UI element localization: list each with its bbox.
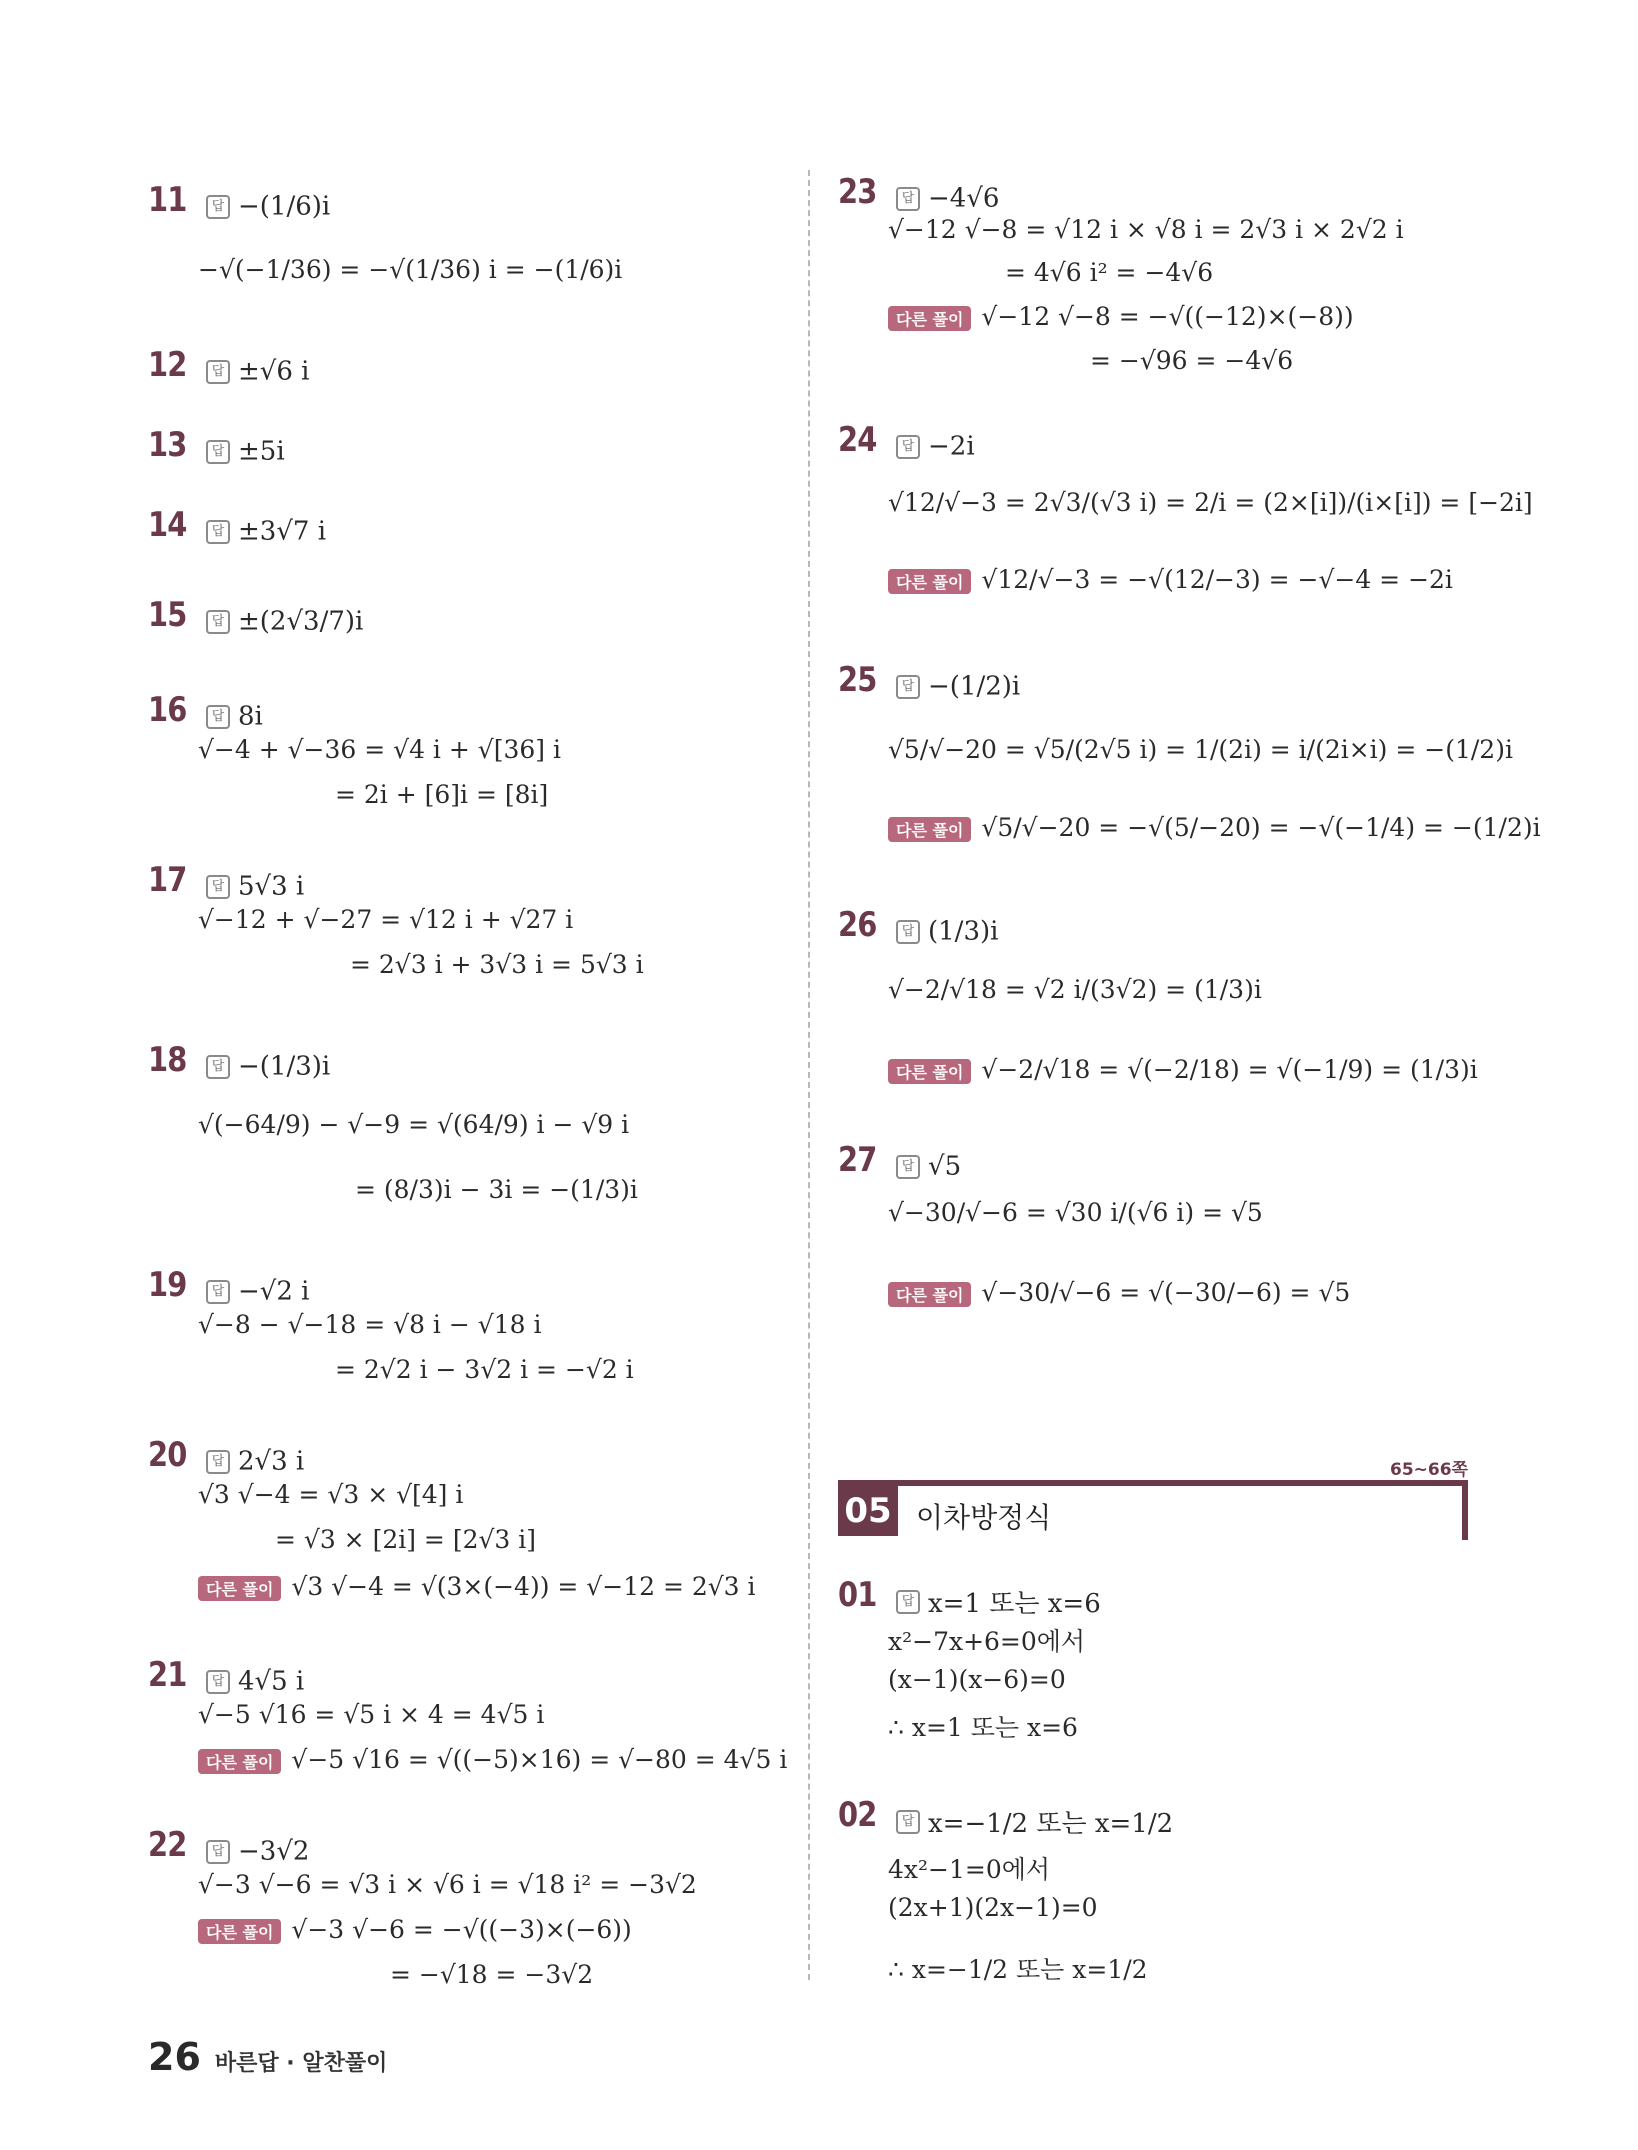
problem-20 <box>148 1435 304 1477</box>
solution-line: −√(−1/36) = −√(1/36) i = −(1/6)i <box>198 255 623 284</box>
answer-badge: 답 <box>206 1450 230 1474</box>
answer-badge: 답 <box>206 1670 230 1694</box>
solution-line: 4x²−1=0에서 <box>888 1855 1051 1884</box>
section-header <box>838 1480 1468 1540</box>
answer-badge: 답 <box>206 1840 230 1864</box>
alt-solution-badge: 다른 풀이 <box>888 817 971 842</box>
answer: ±5i <box>238 436 285 467</box>
section-title: 이차방정식 <box>916 1501 1052 1534</box>
solution-line: (2x+1)(2x−1)=0 <box>888 1893 1098 1922</box>
problem-number: 17 <box>148 860 187 900</box>
answer-badge: 답 <box>206 520 230 544</box>
answer: x=1 또는 x=6 <box>928 1589 1101 1619</box>
answer: 8i <box>238 701 263 732</box>
answer-badge: 답 <box>896 1155 920 1179</box>
answer: −4√6 <box>928 183 1000 214</box>
solution-line: = (8/3)i − 3i = −(1/3)i <box>355 1175 638 1204</box>
alt-solution-text: √−12 √−8 = −√((−12)×(−8)) <box>981 302 1354 331</box>
alt-solution <box>198 1745 787 1774</box>
solution-line: √3 √−4 = √3 × √[4] i <box>198 1480 464 1509</box>
problem-27 <box>838 1140 961 1182</box>
solution-line: = 2√2 i − 3√2 i = −√2 i <box>335 1355 634 1384</box>
problem-25 <box>838 660 1020 702</box>
problem-number: 25 <box>838 660 877 700</box>
problem-23 <box>838 172 999 214</box>
answer: x=−1/2 또는 x=1/2 <box>928 1809 1174 1839</box>
problem-24 <box>838 420 975 462</box>
problem-15 <box>148 595 363 637</box>
answer: 5√3 i <box>238 871 305 902</box>
answer-badge: 답 <box>896 675 920 699</box>
alt-solution-line: = −√18 = −3√2 <box>390 1960 594 1989</box>
problem-13 <box>148 425 285 467</box>
answer-badge: 답 <box>206 1055 230 1079</box>
answer: −(1/2)i <box>928 671 1021 702</box>
answer-badge: 답 <box>206 440 230 464</box>
solution-line: x²−7x+6=0에서 <box>888 1627 1086 1656</box>
answer: 4√5 i <box>238 1666 305 1697</box>
answer-badge: 답 <box>206 195 230 219</box>
solution-line: √−3 √−6 = √3 i × √6 i = √18 i² = −3√2 <box>198 1870 697 1899</box>
problem-number: 01 <box>838 1575 877 1615</box>
answer: (1/3)i <box>928 916 999 947</box>
solution-line: (x−1)(x−6)=0 <box>888 1665 1066 1694</box>
solution-line: = 4√6 i² = −4√6 <box>1005 258 1214 287</box>
problem-number: 23 <box>838 172 877 212</box>
solution-line: √−8 − √−18 = √8 i − √18 i <box>198 1310 542 1339</box>
solution-line: √−2/√18 = √2 i/(3√2) = (1/3)i <box>888 975 1262 1004</box>
problem-number: 02 <box>838 1795 877 1835</box>
alt-solution-badge: 다른 풀이 <box>888 306 971 331</box>
alt-solution-text: √−2/√18 = √(−2/18) = √(−1/9) = (1/3)i <box>981 1055 1478 1084</box>
solution-line: √(−64/9) − √−9 = √(64/9) i − √9 i <box>198 1110 630 1139</box>
page-footer <box>148 2035 387 2079</box>
section-number: 05 <box>838 1486 898 1536</box>
alt-solution-badge: 다른 풀이 <box>198 1749 281 1774</box>
problem-number: 12 <box>148 345 187 385</box>
solution-line: √−12 + √−27 = √12 i + √27 i <box>198 905 574 934</box>
problem-02 <box>838 1795 1173 1840</box>
solution-line: ∴ x=−1/2 또는 x=1/2 <box>888 1955 1148 1984</box>
answer: ±√6 i <box>238 356 310 387</box>
answer-badge: 답 <box>896 920 920 944</box>
alt-solution-badge: 다른 풀이 <box>198 1576 281 1601</box>
alt-solution-text: √−5 √16 = √((−5)×16) = √−80 = 4√5 i <box>291 1745 788 1774</box>
answer-badge: 답 <box>206 610 230 634</box>
alt-solution <box>888 1278 1350 1307</box>
solution-line: = 2i + [6]i = [8i] <box>335 780 549 809</box>
answer: −(1/3)i <box>238 1051 331 1082</box>
section-rule <box>838 1480 1468 1486</box>
section-rule-end <box>1462 1480 1468 1540</box>
answer: −3√2 <box>238 1836 310 1867</box>
alt-solution <box>888 565 1453 594</box>
problem-number: 22 <box>148 1825 187 1865</box>
alt-solution <box>888 302 1354 331</box>
solution-line: √−12 √−8 = √12 i × √8 i = 2√3 i × 2√2 i <box>888 215 1404 244</box>
problem-number: 27 <box>838 1140 877 1180</box>
answer-badge: 답 <box>206 1280 230 1304</box>
answer-badge: 답 <box>206 875 230 899</box>
alt-solution-badge: 다른 풀이 <box>198 1919 281 1944</box>
book-title: 바른답 · 알찬풀이 <box>214 2051 388 2076</box>
solution-line: = 2√3 i + 3√3 i = 5√3 i <box>350 950 644 979</box>
answer: √5 <box>928 1151 962 1182</box>
alt-solution-line: = −√96 = −4√6 <box>1090 346 1294 375</box>
problem-21 <box>148 1655 304 1697</box>
problem-number: 20 <box>148 1435 187 1475</box>
problem-number: 24 <box>838 420 877 460</box>
solution-line: √−4 + √−36 = √4 i + √[36] i <box>198 735 561 764</box>
answer: ±3√7 i <box>238 516 327 547</box>
answer: ±(2√3/7)i <box>238 606 364 637</box>
solution-line: √−30/√−6 = √30 i/(√6 i) = √5 <box>888 1198 1263 1227</box>
answer: −(1/6)i <box>238 191 331 222</box>
solution-line: √5/√−20 = √5/(2√5 i) = 1/(2i) = i/(2i×i) = −(1/2)i <box>888 735 1513 764</box>
page-range: 65~66쪽 <box>1390 1460 1468 1480</box>
problem-number: 14 <box>148 505 187 545</box>
answer-badge: 답 <box>206 705 230 729</box>
problem-number: 15 <box>148 595 187 635</box>
solution-line: √12/√−3 = 2√3/(√3 i) = 2/i = (2×[i])/(i×[i]) = [−2i] <box>888 488 1533 517</box>
alt-solution-text: √−30/√−6 = √(−30/−6) = √5 <box>981 1278 1351 1307</box>
alt-solution-text: √12/√−3 = −√(12/−3) = −√−4 = −2i <box>981 565 1453 594</box>
answer-badge: 답 <box>896 187 920 211</box>
problem-26 <box>838 905 998 947</box>
answer: 2√3 i <box>238 1446 305 1477</box>
answer-badge: 답 <box>206 360 230 384</box>
problem-number: 18 <box>148 1040 187 1080</box>
alt-solution-badge: 다른 풀이 <box>888 1059 971 1084</box>
answer-badge: 답 <box>896 1810 920 1834</box>
column-divider <box>808 170 810 1980</box>
problem-number: 19 <box>148 1265 187 1305</box>
problem-22 <box>148 1825 309 1867</box>
problem-01 <box>838 1575 1101 1620</box>
problem-number: 26 <box>838 905 877 945</box>
problem-12 <box>148 345 309 387</box>
problem-number: 16 <box>148 690 187 730</box>
solution-line: = √3 × [2i] = [2√3 i] <box>275 1525 537 1554</box>
alt-solution-text: √−3 √−6 = −√((−3)×(−6)) <box>291 1915 632 1944</box>
answer-badge: 답 <box>896 1590 920 1614</box>
problem-number: 13 <box>148 425 187 465</box>
alt-solution-text: √5/√−20 = −√(5/−20) = −√(−1/4) = −(1/2)i <box>981 813 1541 842</box>
alt-solution <box>198 1915 632 1944</box>
problem-19 <box>148 1265 309 1307</box>
page-number: 26 <box>148 2035 201 2079</box>
problem-11 <box>148 180 330 222</box>
alt-solution <box>888 1055 1478 1084</box>
solution-line: ∴ x=1 또는 x=6 <box>888 1713 1078 1742</box>
alt-solution <box>198 1572 756 1601</box>
problem-17 <box>148 860 304 902</box>
alt-solution-text: √3 √−4 = √(3×(−4)) = √−12 = 2√3 i <box>291 1572 756 1601</box>
problem-18 <box>148 1040 330 1082</box>
alt-solution-badge: 다른 풀이 <box>888 569 971 594</box>
problem-number: 11 <box>148 180 187 220</box>
answer: −2i <box>928 431 975 462</box>
problem-number: 21 <box>148 1655 187 1695</box>
answer-badge: 답 <box>896 435 920 459</box>
problem-14 <box>148 505 326 547</box>
solution-line: √−5 √16 = √5 i × 4 = 4√5 i <box>198 1700 545 1729</box>
alt-solution-badge: 다른 풀이 <box>888 1282 971 1307</box>
answer: −√2 i <box>238 1276 310 1307</box>
alt-solution <box>888 813 1541 842</box>
problem-16 <box>148 690 263 732</box>
